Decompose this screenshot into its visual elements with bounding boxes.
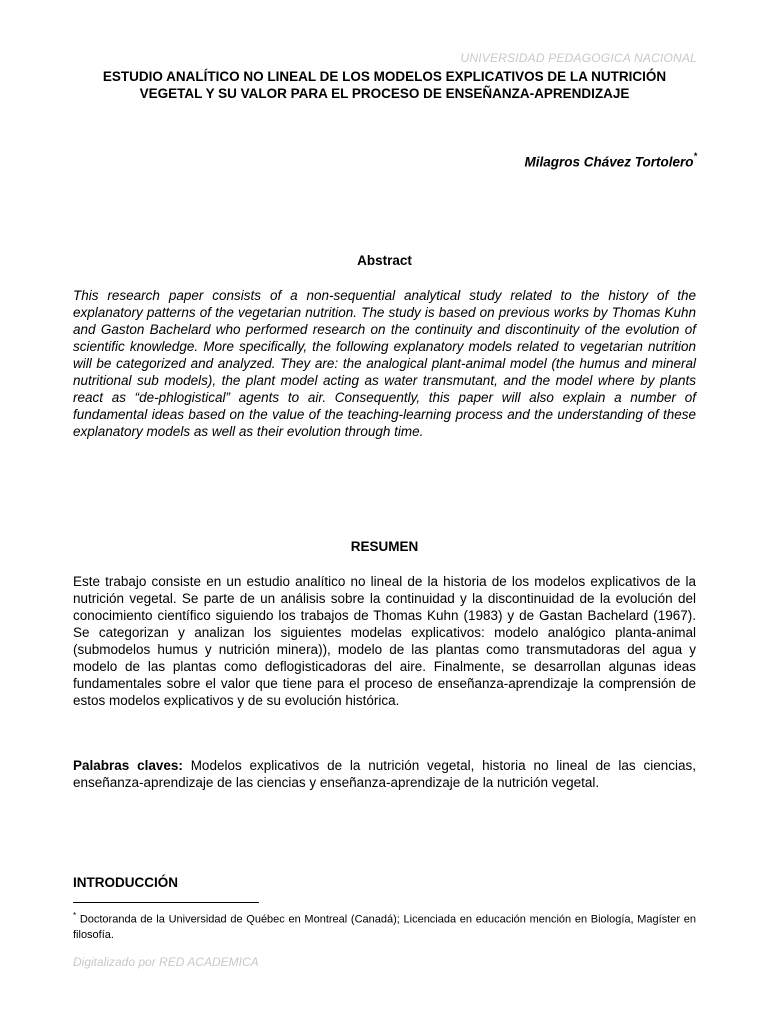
- footnote: [73, 908, 696, 943]
- abstract-body: This research paper consists of a non-sequential analytical study related to the history of the explanatory patterns of the vegetarian nutrition. The study is based on previous works by Thomas Kuhn and Gaston Bachelard who performed research on the continuity and discontinuity of the evolution of scientific knowledge. More specifically, the following explanatory models related to vegetarian nutrition will be categorized and analyzed. They are: the analogical plant-animal model (the humus and mineral nutritional sub models), the plant model acting as water transmutant, and the model where by plants react as “de-phlogistical” agents to air. Consequently, this paper will also explain a number of fundamental ideas based on the value of the teaching-learning process and the understanding of these explanatory models as well as their evolution through time.: [73, 288, 696, 439]
- footnote-text: Doctoranda de la Universidad de Québec en Montreal (Canadá); Licenciada en educación mención en Biología, Magíster en filosofía.: [73, 913, 696, 941]
- keywords-label: Palabras claves:: [73, 758, 183, 773]
- keywords-body: Modelos explicativos de la nutrición vegetal, historia no lineal de las ciencias, enseñanza-aprendizaje de las ciencias y enseñanza-aprendizaje de la nutrición vegetal.: [73, 758, 697, 790]
- paper-title: ESTUDIO ANALÍTICO NO LINEAL DE LOS MODELOS EXPLICATIVOS DE LA NUTRICIÓN VEGETAL Y SU VALOR PARA EL PROCESO DE ENSEÑANZA-APRENDIZAJE: [102, 69, 667, 101]
- abstract-heading: Abstract: [357, 253, 412, 268]
- resumen-heading: RESUMEN: [350, 539, 419, 554]
- footer-digitized: Digitalizado por RED ACADEMICA: [73, 955, 259, 969]
- keywords-paragraph: [73, 757, 696, 791]
- author-name: Milagros Chávez Tortolero: [524, 154, 694, 170]
- footnote-marker: *: [73, 911, 77, 920]
- author: [524, 153, 697, 170]
- introduction-heading: INTRODUCCIÓN: [73, 875, 178, 890]
- footnote-divider: [73, 902, 259, 903]
- header-institution: UNIVERSIDAD PEDAGOGICA NACIONAL: [460, 51, 697, 65]
- author-footnote-marker: *: [693, 151, 697, 161]
- resumen-body: Este trabajo consiste en un estudio analítico no lineal de la historia de los modelos explicativos de la nutrición vegetal. Se parte de un análisis sobre la continuidad y la discontinuidad de la evolución del conocimiento científico siguiendo los trabajos de Thomas Kuhn (1983) y de Gastan Bachelard (1967). Se categorizan y analizan los siguientes modelas explicativos: modelo analógico planta-animal (submodelos humus y nutrición minera)), modelo de las plantas como transmutadoras del agua y modelo de las plantas como deflogisticadoras del aire. Finalmente, se desarrollan algunas ideas fundamentales sobre el valor que tiene para el proceso de enseñanza-aprendizaje la comprensión de estos modelos explicativos y de su evolución histórica.: [73, 574, 696, 708]
